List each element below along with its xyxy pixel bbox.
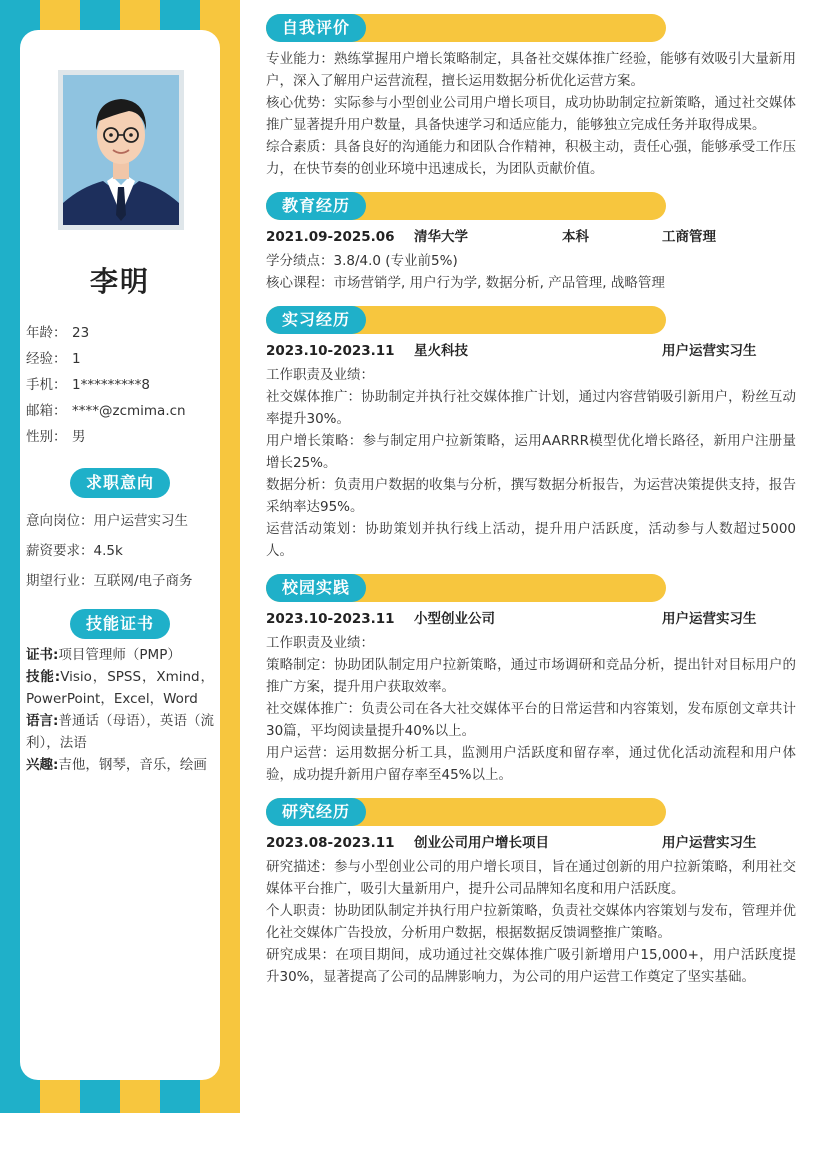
research-role: 用户运营实习生 xyxy=(662,835,757,851)
self-eval-para: 专业能力：熟练掌握用户增长策略制定，具备社交媒体推广经验，能够有效吸引大量新用户，深入了解用户运营流程，擅长运用数据分析优化运营方案。 xyxy=(266,51,796,89)
research-para: 研究描述：参与小型创业公司的用户增长项目，旨在通过创新的用户拉新策略，利用社交媒体平台推广，吸引大量新用户，提升公司品牌知名度和用户活跃度。 xyxy=(266,859,796,897)
campus-role: 用户运营实习生 xyxy=(662,611,757,627)
section-header xyxy=(266,798,666,826)
basic-info xyxy=(26,320,216,450)
section-campus-practice xyxy=(266,574,796,786)
avatar-portrait-icon xyxy=(63,75,179,225)
section-research xyxy=(266,798,796,988)
campus-para: 社交媒体推广：负责公司在各大社交媒体平台的日常运营和内容策划，发布原创文章共计30篇，平均阅读量提升40%以上。 xyxy=(266,701,796,739)
education-courses: 核心课程：市场营销学, 用户行为学, 数据分析, 产品管理, 战略管理 xyxy=(266,275,665,291)
campus-para: 用户运营：运用数据分析工具，监测用户活跃度和留存率，通过优化活动流程和用户体验，成功提升新用户留存率至45%以上。 xyxy=(266,745,796,783)
info-experience: 经验： 1 xyxy=(26,351,81,367)
education-gpa: 学分绩点：3.8/4.0 (专业前5%) xyxy=(266,253,458,269)
internship-para: 用户增长策略：参与制定用户拉新策略，运用AARRR模型优化增长路径，新用户注册量增长25%。 xyxy=(266,433,796,471)
self-eval-para: 综合素质：具备良好的沟通能力和团队合作精神，积极主动，责任心强，能够承受工作压力，在快节奏的创业环境中迅速成长，为团队贡献价值。 xyxy=(266,139,796,177)
self-eval-para: 核心优势：实际参与小型创业公司用户增长项目，成功协助制定拉新策略，通过社交媒体推广显著提升用户数量，具备快速学习和适应能力，能够独立完成任务并取得成果。 xyxy=(266,95,796,133)
education-degree: 本科 xyxy=(562,229,589,245)
research-entry xyxy=(266,832,796,854)
internship-para: 运营活动策划：协助策划并执行线上活动，提升用户活跃度，活动参与人数超过5000人。 xyxy=(266,521,796,559)
internship-company: 星火科技 xyxy=(414,343,468,359)
profile-photo xyxy=(58,70,184,230)
intent-position: 意向岗位：用户运营实习生 xyxy=(26,513,188,529)
job-intent xyxy=(26,506,216,596)
section-title: 研究经历 xyxy=(266,798,366,826)
skills-list xyxy=(26,644,214,776)
candidate-name: 李明 xyxy=(89,265,150,298)
intent-title: 求职意向 xyxy=(70,468,170,498)
research-para: 研究成果：在项目期间，成功通过社交媒体推广吸引新增用户15,000+，用户活跃度提升30%，显著提高了公司的品牌影响力，为公司的用户运营工作奠定了坚实基础。 xyxy=(266,947,796,985)
section-title: 自我评价 xyxy=(266,14,366,42)
section-education xyxy=(266,192,796,294)
education-major: 工商管理 xyxy=(662,229,716,245)
internship-entry xyxy=(266,340,796,362)
profile-card xyxy=(20,30,220,1080)
section-title: 校园实践 xyxy=(266,574,366,602)
info-gender: 性别： 男 xyxy=(26,429,86,445)
info-age: 年龄： 23 xyxy=(26,325,90,341)
campus-date: 2023.10-2023.11 xyxy=(266,611,395,627)
research-project: 创业公司用户增长项目 xyxy=(414,835,549,851)
skill-tools: 技能:Visio，SPSS，Xmind，PowerPoint，Excel，Word xyxy=(26,669,214,707)
section-self-evaluation xyxy=(266,14,796,180)
internship-para: 社交媒体推广：协助制定并执行社交媒体推广计划，通过内容营销吸引新用户，粉丝互动率提升30%。 xyxy=(266,389,796,427)
education-date: 2021.09-2025.06 xyxy=(266,229,395,245)
section-title: 教育经历 xyxy=(266,192,366,220)
skill-interests: 兴趣:吉他，钢琴，音乐，绘画 xyxy=(26,757,207,773)
section-title: 实习经历 xyxy=(266,306,366,334)
main-content xyxy=(266,14,796,1000)
skills-title: 技能证书 xyxy=(70,609,170,639)
sidebar xyxy=(0,0,240,1113)
campus-para: 工作职责及业绩： xyxy=(266,635,374,651)
info-email: 邮箱： ****@zcmima.cn xyxy=(26,403,186,419)
intent-industry: 期望行业：互联网/电子商务 xyxy=(26,573,193,589)
internship-date: 2023.10-2023.11 xyxy=(266,343,395,359)
section-header xyxy=(266,574,666,602)
skill-certificate: 证书:项目管理师（PMP） xyxy=(26,647,181,663)
education-entry xyxy=(266,226,796,248)
section-header xyxy=(266,14,666,42)
internship-para: 工作职责及业绩： xyxy=(266,367,374,383)
campus-company: 小型创业公司 xyxy=(414,611,495,627)
section-header xyxy=(266,306,666,334)
campus-para: 策略制定：协助团队制定用户拉新策略，通过市场调研和竞品分析，提出针对目标用户的推广方案，提升用户获取效率。 xyxy=(266,657,796,695)
section-internship xyxy=(266,306,796,562)
info-phone: 手机： 1*********8 xyxy=(26,377,150,393)
research-para: 个人职责：协助团队制定并执行用户拉新策略，负责社交媒体内容策划与发布，管理并优化社交媒体广告投放，分析用户数据，根据数据反馈调整推广策略。 xyxy=(266,903,796,941)
campus-entry xyxy=(266,608,796,630)
research-date: 2023.08-2023.11 xyxy=(266,835,395,851)
internship-para: 数据分析：负责用户数据的收集与分析，撰写数据分析报告，为运营决策提供支持，报告采纳率达95%。 xyxy=(266,477,796,515)
education-school: 清华大学 xyxy=(414,229,468,245)
internship-role: 用户运营实习生 xyxy=(662,343,757,359)
intent-salary: 薪资要求：4.5k xyxy=(26,543,123,559)
skill-languages: 语言:普通话（母语），英语（流利），法语 xyxy=(26,713,214,751)
section-header xyxy=(266,192,666,220)
